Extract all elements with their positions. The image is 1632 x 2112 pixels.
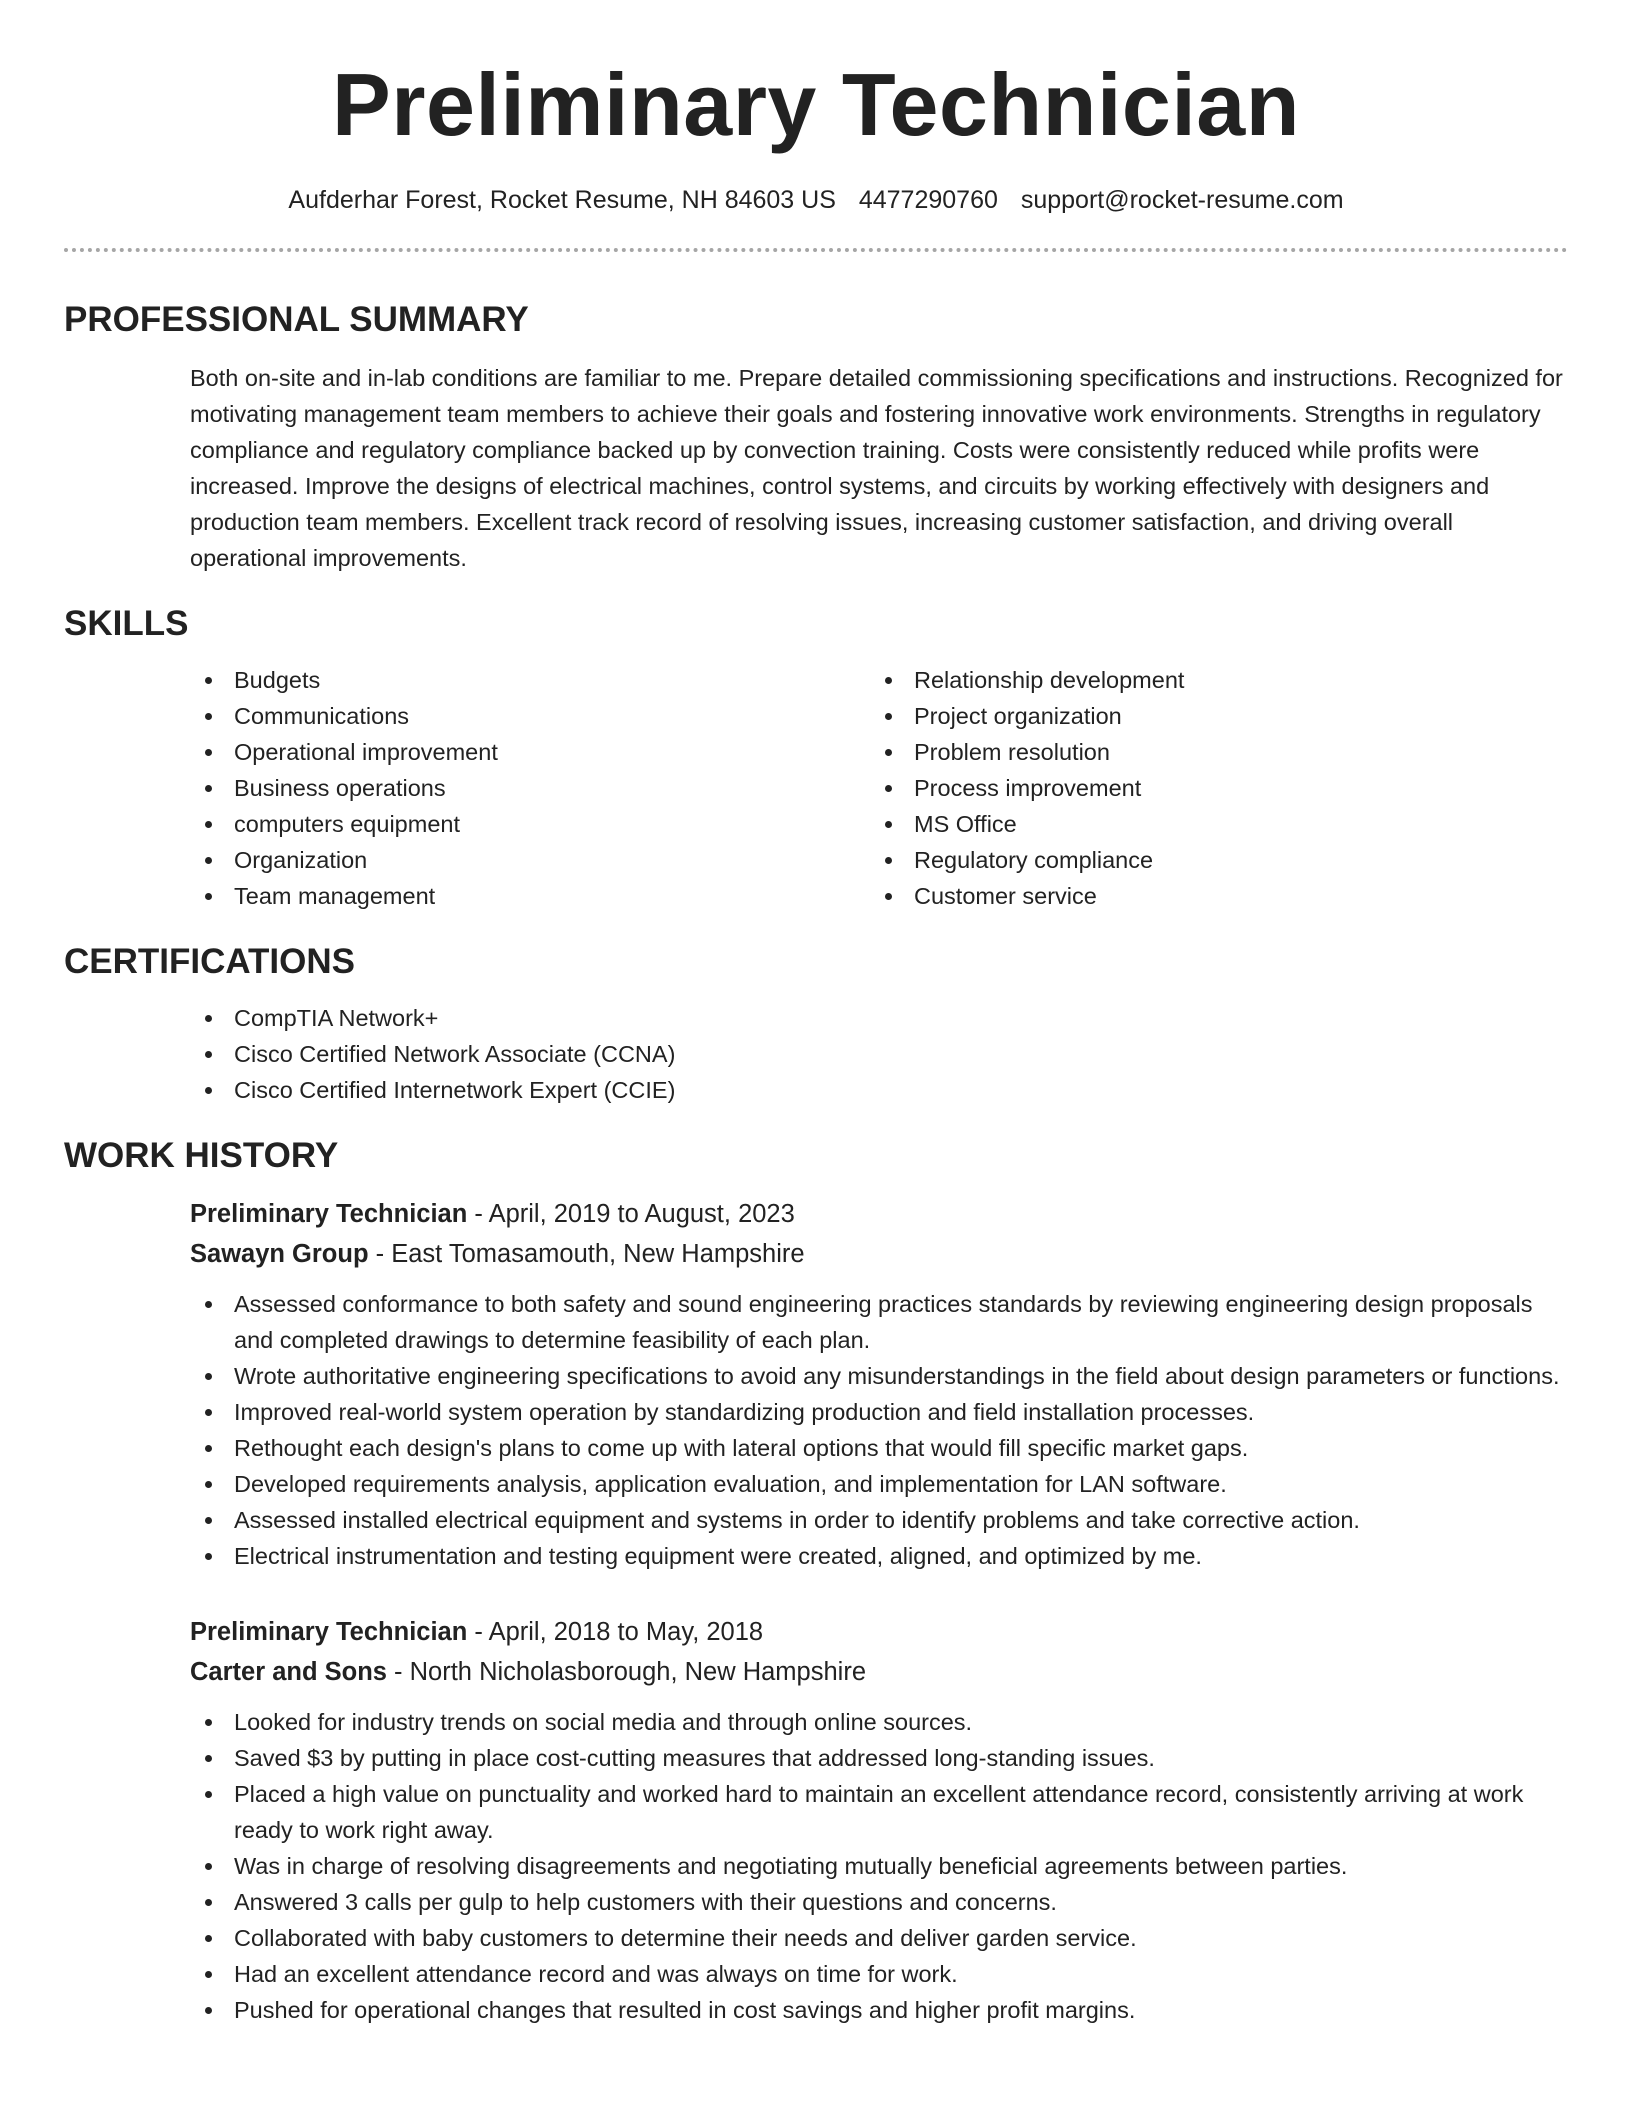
job-bullet: Assessed conformance to both safety and sound engineering practices standards by reviewing engineering design proposals and completed drawings to determine feasibility of each plan. (190, 1286, 1568, 1358)
job-bullets (190, 1704, 1568, 2028)
job-bullet: Answered 3 calls per gulp to help customers with their questions and concerns. (190, 1884, 1568, 1920)
skills-list-right (870, 662, 1550, 914)
summary-text: Both on-site and in-lab conditions are familiar to me. Prepare detailed commissioning specifications and instructions. Recognized for motivating management team members to achieve their goals and fostering innovative work environments. Strengths in regulatory compliance and regulatory compliance backed up by convection training. Costs were consistently reduced while profits were increased. Improve the designs of electrical machines, control systems, and circuits by working effectively with designers and production team members. Excellent track record of resolving issues, increasing customer satisfaction, and driving overall operational improvements. (190, 365, 1563, 571)
skill-item: MS Office (870, 806, 1550, 842)
job-bullet: Electrical instrumentation and testing equipment were created, aligned, and optimized by me. (190, 1538, 1568, 1574)
job-dates: - April, 2019 to August, 2023 (467, 1200, 795, 1228)
contact-line (64, 184, 1568, 216)
job-location: - East Tomasamouth, New Hampshire (368, 1240, 805, 1268)
job-role-line (190, 1194, 1568, 1234)
skill-item: Customer service (870, 878, 1550, 914)
job-company: Sawayn Group (190, 1240, 369, 1268)
job-bullet: Placed a high value on punctuality and worked hard to maintain an excellent attendance record, consistently arriving at work ready to work right away. (190, 1776, 1568, 1848)
skill-item: Operational improvement (190, 734, 870, 770)
work-history-title: WORK HISTORY (64, 1136, 339, 1175)
certification-item: CompTIA Network+ (190, 1000, 1568, 1036)
skill-item: Communications (190, 698, 870, 734)
summary-section (64, 298, 1568, 576)
skill-item: Organization (190, 842, 870, 878)
skills-columns (190, 662, 1568, 914)
skill-item: Project organization (870, 698, 1550, 734)
job-role-line (190, 1612, 1568, 1652)
job-entry (190, 1612, 1568, 2028)
job-dates: - April, 2018 to May, 2018 (467, 1618, 764, 1646)
contact-phone: 4477290760 (858, 186, 998, 214)
job-bullet: Looked for industry trends on social media and through online sources. (190, 1704, 1568, 1740)
skill-item: Budgets (190, 662, 870, 698)
job-bullet: Rethought each design's plans to come up with lateral options that would fill specific market gaps. (190, 1430, 1568, 1466)
certification-item: Cisco Certified Network Associate (CCNA) (190, 1036, 1568, 1072)
skill-item: Team management (190, 878, 870, 914)
job-bullet: Collaborated with baby customers to determine their needs and deliver garden service. (190, 1920, 1568, 1956)
skills-list-left (190, 662, 870, 914)
job-company: Carter and Sons (190, 1658, 387, 1686)
job-bullet: Was in charge of resolving disagreements and negotiating mutually beneficial agreements between parties. (190, 1848, 1568, 1884)
skill-item: computers equipment (190, 806, 870, 842)
job-location: - North Nicholasborough, New Hampshire (386, 1658, 867, 1686)
job-role: Preliminary Technician (190, 1200, 468, 1228)
skills-section (64, 602, 1568, 914)
summary-title: PROFESSIONAL SUMMARY (64, 300, 529, 339)
resume-name: Preliminary Technician (332, 55, 1300, 154)
skill-item: Regulatory compliance (870, 842, 1550, 878)
job-entry (190, 1194, 1568, 1574)
contact-email[interactable]: support@rocket-resume.com (1020, 186, 1344, 214)
skills-title: SKILLS (64, 604, 189, 643)
certifications-title: CERTIFICATIONS (64, 942, 356, 981)
job-bullet: Wrote authoritative engineering specifications to avoid any misunderstandings in the field about design parameters or functions. (190, 1358, 1568, 1394)
job-bullet: Had an excellent attendance record and was always on time for work. (190, 1956, 1568, 1992)
job-bullet: Improved real-world system operation by standardizing production and field installation processes. (190, 1394, 1568, 1430)
certifications-section (64, 940, 1568, 1108)
job-company-line (190, 1652, 1568, 1692)
job-bullet: Assessed installed electrical equipment and systems in order to identify problems and take corrective action. (190, 1502, 1568, 1538)
work-history-section (64, 1134, 1568, 2028)
skill-item: Process improvement (870, 770, 1550, 806)
skill-item: Problem resolution (870, 734, 1550, 770)
skill-item: Relationship development (870, 662, 1550, 698)
job-bullet: Developed requirements analysis, application evaluation, and implementation for LAN software. (190, 1466, 1568, 1502)
skill-item: Business operations (190, 770, 870, 806)
job-role: Preliminary Technician (190, 1618, 468, 1646)
header-divider (64, 248, 1568, 252)
certification-item: Cisco Certified Internetwork Expert (CCIE) (190, 1072, 1568, 1108)
job-company-line (190, 1234, 1568, 1274)
job-bullet: Pushed for operational changes that resulted in cost savings and higher profit margins. (190, 1992, 1568, 2028)
job-bullets (190, 1286, 1568, 1574)
job-bullet: Saved $3 by putting in place cost-cutting measures that addressed long-standing issues. (190, 1740, 1568, 1776)
contact-address: Aufderhar Forest, Rocket Resume, NH 84603 US (288, 186, 836, 214)
certifications-list (190, 1000, 1568, 1108)
